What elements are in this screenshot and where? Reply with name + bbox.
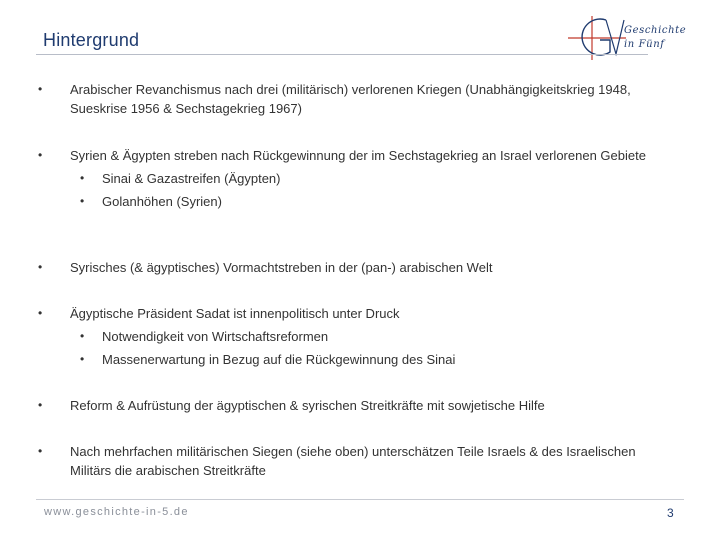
bullet-marker: • <box>38 148 43 162</box>
logo-text-line2: in Fünf <box>624 39 665 50</box>
page-number: 3 <box>667 506 674 520</box>
bullet-text: Ägyptische Präsident Sadat ist innenpolitisch unter Druck <box>70 306 400 321</box>
bullet-text: Syrien & Ägypten streben nach Rückgewinnung der im Sechstagekrieg an Israel verlorenen Gebiete <box>70 148 646 163</box>
slide-title: Hintergrund <box>43 30 140 50</box>
bullet-block <box>70 146 670 211</box>
bullet-marker: • <box>38 306 43 320</box>
sub-bullet-text: Sinai & Gazastreifen (Ägypten) <box>102 171 281 186</box>
bullet-marker: • <box>38 398 43 412</box>
sub-bullet-item <box>70 169 670 188</box>
sub-bullet-marker: • <box>80 194 85 208</box>
bullet-text: Syrisches (& ägyptisches) Vormachtstreben in der (pan-) arabischen Welt <box>70 260 493 275</box>
sub-bullet-text: Massenerwartung in Bezug auf die Rückgewinnung des Sinai <box>102 352 456 367</box>
sub-bullet-text: Golanhöhen (Syrien) <box>102 194 222 209</box>
bullet-block <box>70 304 670 369</box>
footer-url: www.geschichte-in-5.de <box>44 506 189 518</box>
sub-bullet-text: Notwendigkeit von Wirtschaftsreformen <box>102 329 329 344</box>
footer-divider <box>36 499 684 500</box>
sub-bullet-marker: • <box>80 171 85 185</box>
sub-bullet-item <box>70 327 670 346</box>
bullet-marker: • <box>38 260 43 274</box>
bullet-text: Arabischer Revanchismus nach drei (militärisch) verlorenen Kriegen (Unabhängigkeitskrieg 1948, Sueskrise 1956 & Sechstagekrieg 1967) <box>70 82 631 116</box>
sub-bullet-marker: • <box>80 352 85 366</box>
sub-bullet-item <box>70 350 670 369</box>
sub-bullet-marker: • <box>80 329 85 343</box>
bullet-text: Nach mehrfachen militärischen Siegen (siehe oben) unterschätzen Teile Israels & des Israelischen Militärs die arabischen Streitkräfte <box>70 444 636 478</box>
bullet-marker: • <box>38 444 43 458</box>
sub-bullet-item <box>70 192 670 211</box>
bullet-text: Reform & Aufrüstung der ägyptischen & syrischen Streitkräfte mit sowjetische Hilfe <box>70 398 545 413</box>
bullet-marker: • <box>38 82 43 96</box>
logo-text-line1: Geschichte <box>624 25 687 36</box>
